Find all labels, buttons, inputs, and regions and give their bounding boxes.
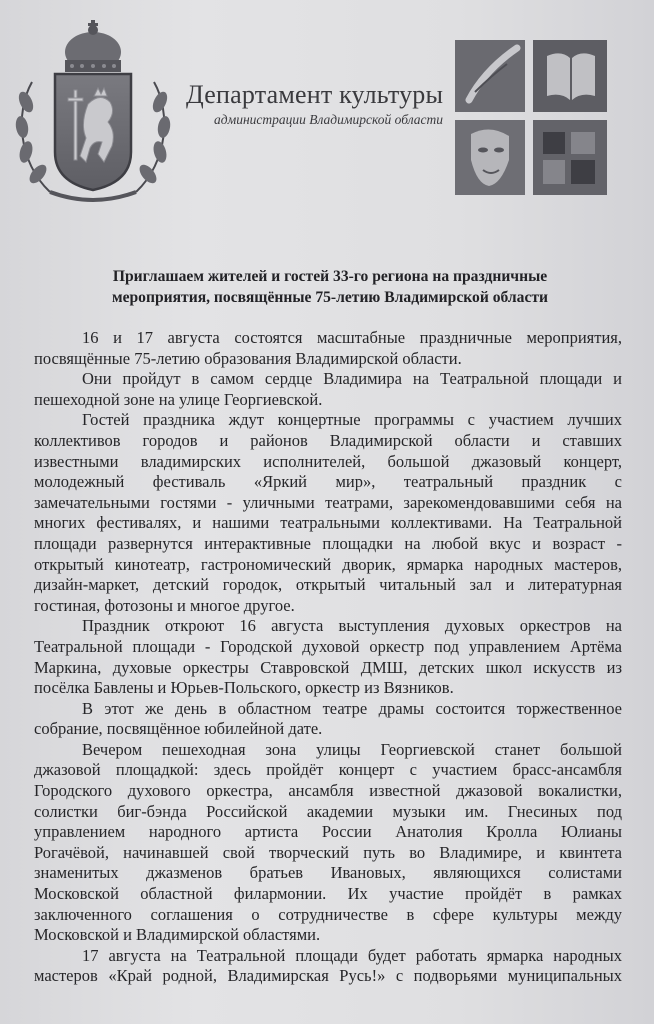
paragraph [34,328,622,369]
text-line: Праздник откроют 16 августа выступления духовых оркестров на [82,616,622,636]
text-line: гостиная, фотозоны и многое другое. [34,595,295,615]
text-line: замечательными гостями - уличными театрами, зарекомендовавшими себя на [34,492,622,512]
text-line: коллективов городов и районов Владимирской области и ставших [34,430,622,450]
culture-department-logo-icon [455,40,607,195]
department-name: Департамент культуры [186,80,444,109]
text-line: солистки биг-бэнда Российской академии музыки им. Гнесиных под [34,801,622,821]
vladimir-coat-of-arms-icon [10,12,176,212]
administration-name: администрации Владимирской области [214,112,443,127]
text-line: Московской областной филармонии. Их участие пройдёт в рамках [34,884,622,904]
text-line: Вечером пешеходная зона улицы Георгиевской станет большой [82,739,622,759]
text-line: открытый кинотеатр, гастрономический дворик, ярмарка народных мастеров, [34,554,622,574]
text-line: пешеходной зоне на улице Георгиевской. [34,389,323,409]
text-line: 17 августа на Театральной площади будет работать ярмарка народных [82,945,622,965]
text-line: Театральной площади - Городской духовой оркестр под управлением Артёма [34,636,622,656]
text-line: Маркина, духовые оркестры Ставровской ДМШ, детских школ искусств из [34,657,622,677]
title-line: Приглашаем жителей и гостей 33-го региона на праздничные [112,268,548,285]
text-line: площади развернутся интерактивные площадки на любой вкус и возраст - [34,533,622,553]
announcement-title [40,266,620,308]
text-line: посёлка Бавлены и Юрьев-Польского, оркестр из Вязников. [34,678,454,698]
text-line: Московской и Владимирской областями. [34,925,321,945]
text-line: джазовой площадкой: здесь пройдёт концерт с участием брасс-ансамбля [34,760,622,780]
paragraph [34,946,622,987]
paragraph [34,740,622,946]
paragraph [34,616,622,698]
text-line: Они пройдут в самом сердце Владимира на Театральной площади и [82,369,622,389]
text-line: собрание, посвящённое юбилейной дате. [34,719,323,739]
text-line: Городского духового оркестра, ансамбля известной джазовой вокалистки, [34,781,622,801]
paragraph [34,410,622,616]
paragraph [34,699,622,740]
text-line: заключенного соглашения о сотрудничестве в сфере культуры между [34,904,622,924]
announcement-body [34,328,622,987]
text-line: 16 и 17 августа состоятся масштабные праздничные мероприятия, [82,328,622,347]
text-line: В этот же день в областном театре драмы состоится торжественное [82,698,622,718]
text-line: управлением народного артиста России Анатолия Кролла Юлианы [34,822,622,842]
text-line: Гостей праздника ждут концертные программы с участием лучших [82,410,622,430]
text-line: Рогачёвой, начинавшей свой творческий путь во Владимире, и квинтета [34,842,622,862]
text-line: знаменитых джазменов братьев Ивановых, являющихся солистами [34,863,622,883]
text-line: известными владимирских исполнителей, большой джазовый концерт, [34,451,622,471]
paragraph [34,369,622,410]
title-line: мероприятия, посвящённые 75-летию Владимирской области [111,289,549,306]
text-line: молодежный фестиваль «Яркий мир», театральный праздник с [34,472,622,492]
text-line: посвящённые 75-летию образования Владимирской области. [34,348,462,368]
text-line: многих фестивалях, и нашими театральными коллективами. На Театральной [34,513,622,533]
text-line: мастеров «Край родной, Владимирская Русь!» с подворьями муниципальных [34,966,622,986]
text-line: дизайн-маркет, детский городок, открытый читальный зал и литературная [34,575,622,595]
